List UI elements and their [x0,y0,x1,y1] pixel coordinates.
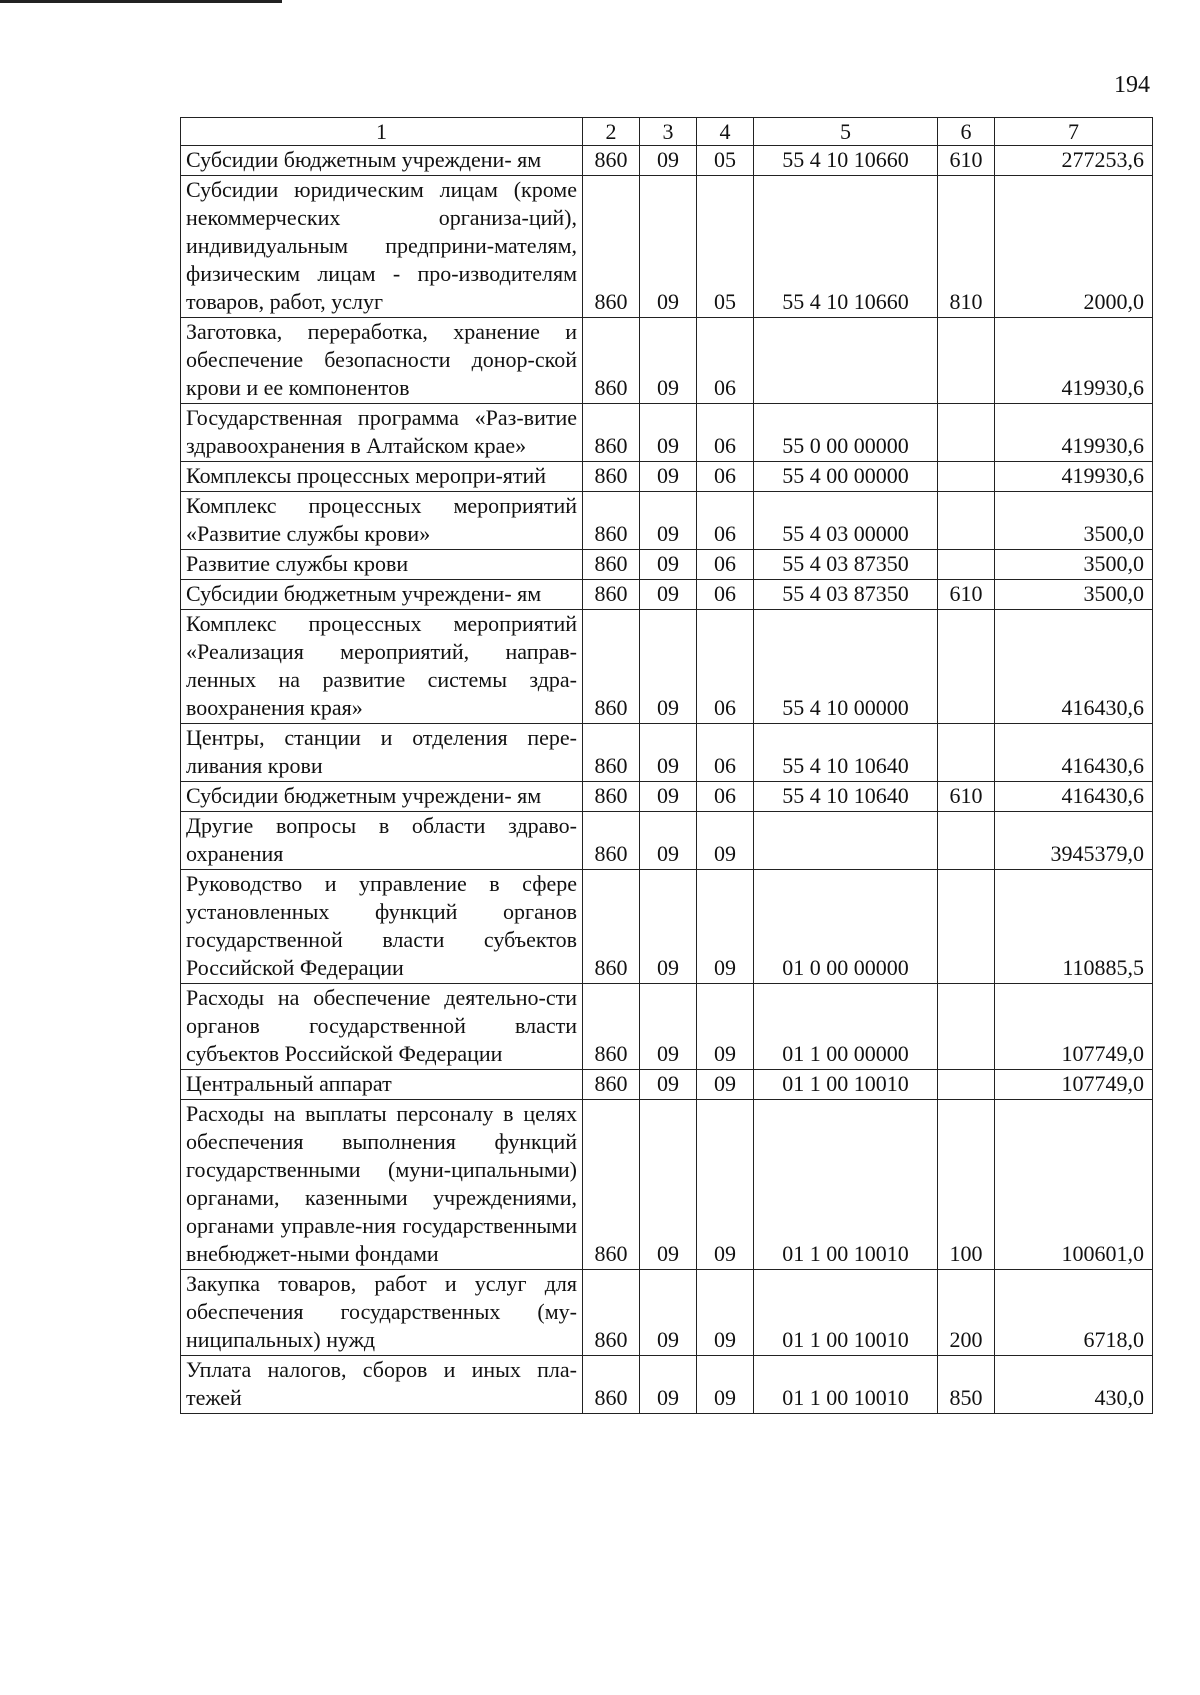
row-col-2: 860 [583,1270,640,1356]
row-col-2: 860 [583,870,640,984]
row-col-4: 09 [697,870,754,984]
row-col-7: 3500,0 [995,550,1153,580]
row-col-4: 06 [697,318,754,404]
header-row [181,118,1153,146]
table-row [181,462,1153,492]
row-name: Заготовка, переработка, хранение и обеспечение безопасности донор-ской крови и ее компонентов [181,318,583,404]
table-row [181,1270,1153,1356]
row-name: Уплата налогов, сборов и иных пла-тежей [181,1356,583,1414]
row-col-3: 09 [640,176,697,318]
row-col-4: 09 [697,1100,754,1270]
row-col-7: 419930,6 [995,318,1153,404]
row-col-5 [754,812,938,870]
row-col-3: 09 [640,580,697,610]
row-col-3: 09 [640,724,697,782]
row-col-7: 2000,0 [995,176,1153,318]
table-row [181,580,1153,610]
table-row [181,146,1153,176]
row-col-7: 416430,6 [995,724,1153,782]
table-row [181,318,1153,404]
row-col-2: 860 [583,176,640,318]
row-col-5: 01 1 00 00000 [754,984,938,1070]
row-col-3: 09 [640,1070,697,1100]
row-col-4: 05 [697,146,754,176]
row-col-7: 3500,0 [995,492,1153,550]
row-name: Расходы на обеспечение деятельно-сти органов государственной власти субъектов Российской Федерации [181,984,583,1070]
row-col-5: 01 1 00 10010 [754,1270,938,1356]
row-col-7: 430,0 [995,1356,1153,1414]
row-col-6 [938,812,995,870]
row-col-2: 860 [583,404,640,462]
row-name: Комплексы процессных меропри-ятий [181,462,583,492]
row-col-6: 610 [938,580,995,610]
row-col-3: 09 [640,146,697,176]
table-row [181,176,1153,318]
row-col-4: 06 [697,404,754,462]
row-col-4: 09 [697,1070,754,1100]
row-col-5: 01 1 00 10010 [754,1356,938,1414]
header-col-3: 3 [640,118,697,146]
header-col-4: 4 [697,118,754,146]
row-col-4: 09 [697,984,754,1070]
row-col-5: 55 4 10 10640 [754,782,938,812]
row-col-2: 860 [583,724,640,782]
row-col-3: 09 [640,610,697,724]
row-name: Закупка товаров, работ и услуг для обеспечения государственных (му-ниципальных) нужд [181,1270,583,1356]
row-col-3: 09 [640,984,697,1070]
table-row [181,870,1153,984]
row-col-6: 200 [938,1270,995,1356]
row-col-7: 3500,0 [995,580,1153,610]
row-col-4: 09 [697,812,754,870]
row-col-2: 860 [583,318,640,404]
row-col-4: 06 [697,462,754,492]
row-col-5: 55 4 10 10640 [754,724,938,782]
row-col-6 [938,318,995,404]
row-col-6: 610 [938,782,995,812]
row-col-6 [938,724,995,782]
row-name: Развитие службы крови [181,550,583,580]
row-col-6: 100 [938,1100,995,1270]
row-name: Центральный аппарат [181,1070,583,1100]
top-rule [0,0,282,3]
row-col-3: 09 [640,1270,697,1356]
table-row [181,492,1153,550]
row-col-3: 09 [640,462,697,492]
table-row [181,1100,1153,1270]
row-col-5: 55 0 00 00000 [754,404,938,462]
row-col-5 [754,318,938,404]
row-col-5: 01 1 00 10010 [754,1070,938,1100]
row-col-7: 277253,6 [995,146,1153,176]
row-col-5: 55 4 10 10660 [754,146,938,176]
header-col-1: 1 [181,118,583,146]
header-col-2: 2 [583,118,640,146]
row-col-5: 01 1 00 10010 [754,1100,938,1270]
row-col-7: 416430,6 [995,610,1153,724]
row-col-2: 860 [583,1070,640,1100]
row-col-3: 09 [640,404,697,462]
row-col-5: 55 4 03 00000 [754,492,938,550]
row-col-6 [938,404,995,462]
row-col-7: 6718,0 [995,1270,1153,1356]
row-col-7: 419930,6 [995,462,1153,492]
row-name: Государственная программа «Раз-витие здравоохранения в Алтайском крае» [181,404,583,462]
row-col-6 [938,870,995,984]
row-col-5: 55 4 03 87350 [754,550,938,580]
row-col-3: 09 [640,812,697,870]
row-col-7: 419930,6 [995,404,1153,462]
row-col-4: 06 [697,580,754,610]
row-col-7: 100601,0 [995,1100,1153,1270]
budget-table [180,117,1153,1414]
row-name: Центры, станции и отделения пере-ливания крови [181,724,583,782]
table-row [181,812,1153,870]
row-col-2: 860 [583,782,640,812]
row-col-2: 860 [583,550,640,580]
row-col-4: 06 [697,550,754,580]
row-col-7: 110885,5 [995,870,1153,984]
row-name: Комплекс процессных мероприятий «Реализация мероприятий, направ-ленных на развитие системы здра-воохранения края» [181,610,583,724]
row-col-6: 810 [938,176,995,318]
row-name: Субсидии бюджетным учреждени- ям [181,580,583,610]
row-col-2: 860 [583,146,640,176]
table-row [181,724,1153,782]
row-col-7: 416430,6 [995,782,1153,812]
table-row [181,782,1153,812]
row-col-2: 860 [583,1356,640,1414]
row-col-2: 860 [583,812,640,870]
table-row [181,984,1153,1070]
row-col-6 [938,492,995,550]
row-col-6 [938,984,995,1070]
row-col-6 [938,1070,995,1100]
table-row [181,1356,1153,1414]
row-col-4: 09 [697,1270,754,1356]
row-col-3: 09 [640,1356,697,1414]
row-col-4: 06 [697,782,754,812]
row-name: Расходы на выплаты персоналу в целях обеспечения выполнения функций государственными (муни-ципальными) органами, казенными учреждениями, органами управле-ния государственными внебюджет-ными фондами [181,1100,583,1270]
row-col-4: 06 [697,610,754,724]
row-col-3: 09 [640,870,697,984]
header-col-6: 6 [938,118,995,146]
row-col-2: 860 [583,1100,640,1270]
row-col-3: 09 [640,782,697,812]
row-col-7: 3945379,0 [995,812,1153,870]
row-col-7: 107749,0 [995,984,1153,1070]
table-row [181,610,1153,724]
header-col-7: 7 [995,118,1153,146]
row-col-3: 09 [640,318,697,404]
row-col-4: 09 [697,1356,754,1414]
row-col-4: 05 [697,176,754,318]
row-name: Другие вопросы в области здраво-охранения [181,812,583,870]
row-col-5: 01 0 00 00000 [754,870,938,984]
row-col-5: 55 4 03 87350 [754,580,938,610]
row-name: Руководство и управление в сфере установленных функций органов государственной власти субъектов Российской Федерации [181,870,583,984]
row-name: Комплекс процессных мероприятий «Развитие службы крови» [181,492,583,550]
row-col-3: 09 [640,492,697,550]
row-col-5: 55 4 10 10660 [754,176,938,318]
page-number: 194 [1114,72,1150,98]
row-col-6 [938,550,995,580]
row-col-2: 860 [583,462,640,492]
row-col-6 [938,610,995,724]
table-row [181,1070,1153,1100]
row-col-5: 55 4 10 00000 [754,610,938,724]
row-col-3: 09 [640,1100,697,1270]
row-col-6: 850 [938,1356,995,1414]
row-col-2: 860 [583,492,640,550]
table-row [181,550,1153,580]
row-col-4: 06 [697,492,754,550]
row-col-7: 107749,0 [995,1070,1153,1100]
row-col-3: 09 [640,550,697,580]
table-row [181,404,1153,462]
row-name: Субсидии юридическим лицам (кроме некоммерческих организа-ций), индивидуальным предприни-мателям, физическим лицам - про-изводителям товаров, работ, услуг [181,176,583,318]
row-col-6: 610 [938,146,995,176]
row-name: Субсидии бюджетным учреждени- ям [181,782,583,812]
row-col-4: 06 [697,724,754,782]
row-col-2: 860 [583,610,640,724]
row-col-6 [938,462,995,492]
header-col-5: 5 [754,118,938,146]
row-col-5: 55 4 00 00000 [754,462,938,492]
row-col-2: 860 [583,580,640,610]
row-name: Субсидии бюджетным учреждени- ям [181,146,583,176]
row-col-2: 860 [583,984,640,1070]
